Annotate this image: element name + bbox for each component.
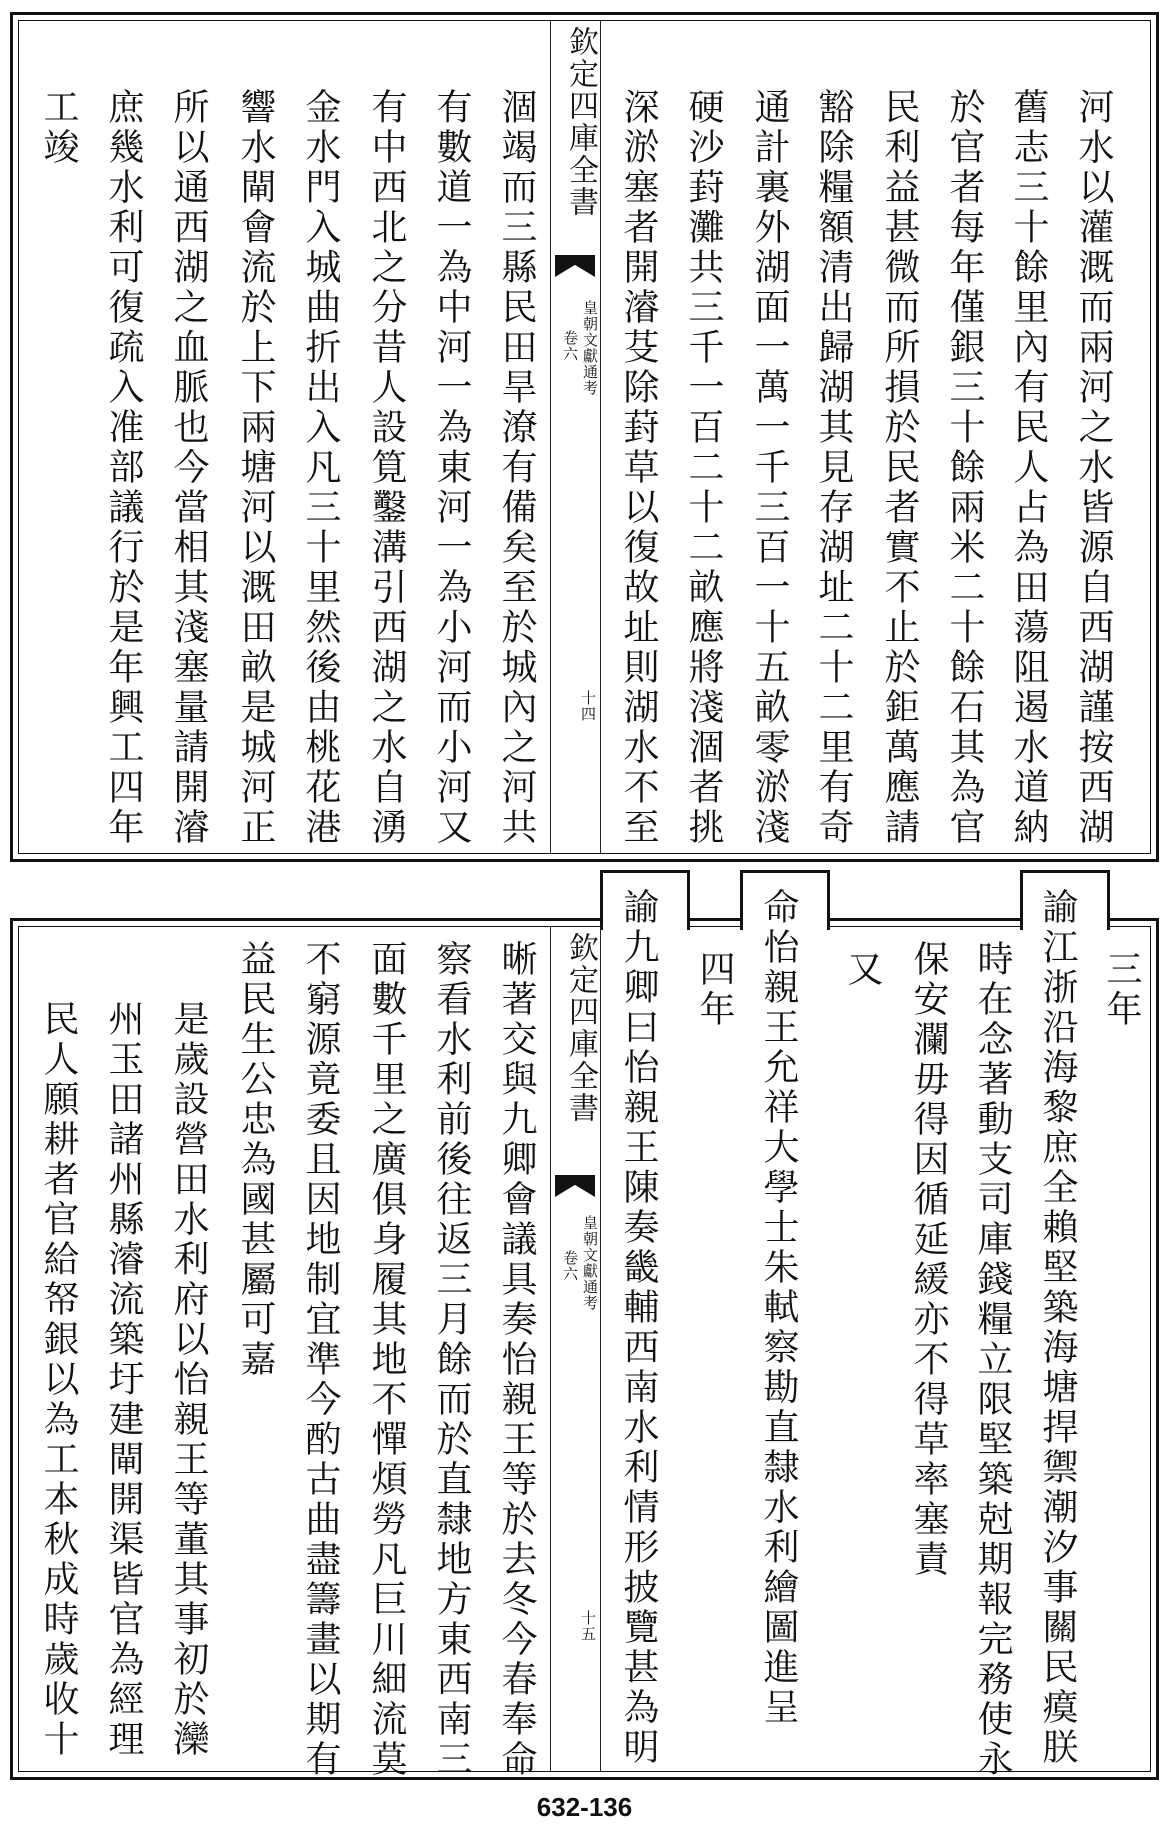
text-column: 面數千里之廣俱身履其地不憚煩勞凡巨川細流莫	[366, 940, 407, 1780]
text-column: 有中西北之分昔人設筧鑿溝引西湖之水自湧	[366, 88, 407, 848]
center-subtitle: 皇朝文獻通考	[581, 1215, 599, 1311]
text-column: 民利益甚微而所損於民者實不止於鉅萬應請	[879, 88, 920, 848]
text-column: 通計裏外湖面一萬一千三百一十五畝零淤淺	[749, 88, 790, 848]
text-column: 響水閘會流於上下兩塘河以溉田畝是城河正	[235, 88, 276, 848]
text-column: 是歲設營田水利府以怡親王等董其事初於灤	[168, 1000, 209, 1760]
center-rule-left	[550, 20, 551, 854]
text-column: 工竣	[38, 88, 79, 168]
center-page-number: 十四	[579, 690, 597, 722]
center-page-number: 十五	[579, 1610, 597, 1642]
text-column: 察看水利前後往返三月餘而於直隸地方東西南三	[431, 940, 472, 1780]
text-column: 深淤塞者開濬芟除葑草以復故址則湖水不至	[618, 88, 659, 848]
center-rule-left	[550, 926, 551, 1772]
center-volume: 卷六	[561, 330, 579, 362]
center-subtitle: 皇朝文獻通考	[581, 300, 599, 396]
page-footer-number: 632-136	[536, 1792, 633, 1822]
text-column: 諭江浙沿海黎庶全賴堅築海塘捍禦潮汐事關民瘼朕	[1037, 888, 1078, 1768]
text-column: 四年	[694, 950, 735, 1030]
center-title: 欽定四庫全書	[563, 932, 598, 1124]
text-column: 時在念著動支司庫錢糧立限堅築尅期報完務使永	[972, 940, 1013, 1780]
text-column: 豁除糧額清出歸湖其見存湖址二十二里有奇	[813, 88, 854, 848]
text-column: 命怡親王允祥大學士朱軾察勘直隸水利繪圖進呈	[758, 888, 799, 1728]
text-column: 又	[842, 950, 883, 990]
text-column: 有數道一為中河一為東河一為小河而小河又	[431, 88, 472, 848]
text-column: 舊志三十餘里內有民人占為田蕩阻遏水道納	[1008, 88, 1049, 848]
text-column: 州玉田諸州縣濬流築圩建閘開渠皆官為經理	[103, 1000, 144, 1760]
text-column: 金水門入城曲折出入凡三十里然後由桃花港	[300, 88, 341, 848]
text-column: 庶幾水利可復疏入准部議行於是年興工四年	[103, 88, 144, 848]
center-title: 欽定四庫全書	[563, 26, 598, 218]
text-column: 硬沙葑灘共三千一百二十二畝應將淺涸者挑	[683, 88, 724, 848]
text-column: 益民生公忠為國甚屬可嘉	[235, 940, 276, 1380]
text-column: 涸竭而三縣民田旱潦有備矣至於城內之河共	[496, 88, 537, 848]
text-column: 河水以灌溉而兩河之水皆源自西湖謹按西湖	[1073, 88, 1114, 848]
center-volume: 卷六	[561, 1250, 579, 1282]
top-page	[0, 0, 1169, 870]
text-column: 於官者每年僅銀三十餘兩米二十餘石其為官	[944, 88, 985, 848]
text-column: 保安瀾毋得因循延緩亦不得草率塞責	[908, 940, 949, 1580]
bottom-page	[0, 888, 1169, 1790]
text-column: 三年	[1101, 950, 1142, 1030]
text-column: 民人願耕者官給帑銀以為工本秋成時歲收十	[38, 1000, 79, 1760]
text-column: 不窮源竟委且因地制宜準今酌古曲盡籌畫以期有	[300, 940, 341, 1780]
text-column: 所以通西湖之血脈也今當相其淺塞量請開濬	[168, 88, 209, 848]
text-column: 晰著交與九卿會議具奏怡親王等於去冬今春奉命	[496, 940, 537, 1780]
text-column: 諭九卿曰怡親王陳奏畿輔西南水利情形披覽甚為明	[618, 888, 659, 1768]
